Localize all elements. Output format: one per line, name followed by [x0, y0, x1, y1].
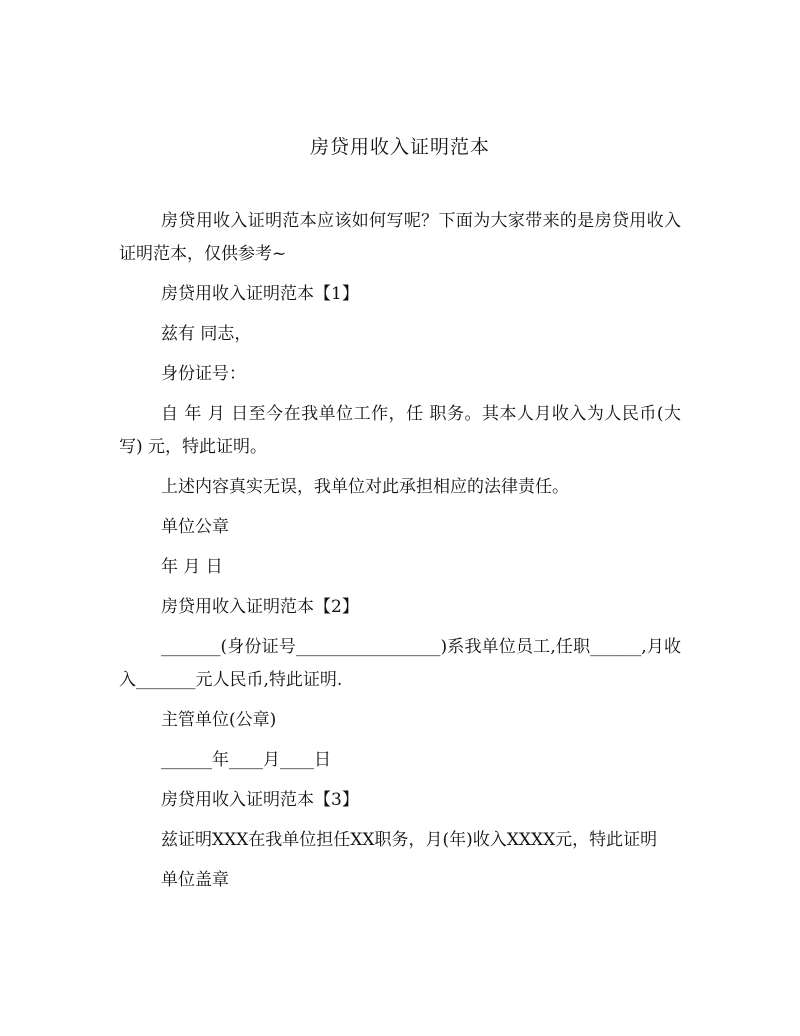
paragraph-employee-blanks: _______(身份证号_________________)系我单位员工,任职______,月收入_______元人民币,特此证明. [119, 637, 681, 690]
paragraph-unit-stamp: 单位盖章 [161, 870, 229, 890]
section-heading-1: 房贷用收入证明范本【1】 [161, 284, 359, 304]
paragraph-comrade: 兹有 同志， [161, 324, 252, 344]
document-body [119, 205, 681, 904]
paragraph-liability: 上述内容真实无误，我单位对此承担相应的法律责任。 [161, 477, 569, 497]
intro-paragraph: 房贷用收入证明范本应该如何写呢？下面为大家带来的是房贷用收入证明范本，仅供参考~ [119, 211, 681, 264]
paragraph-id-number: 身份证号： [161, 364, 246, 384]
paragraph-employment: 自 年 月 日至今在我单位工作，任 职务。其本人月收入为人民币(大写) 元，特此证明。 [119, 404, 681, 457]
paragraph-supervisor-seal: 主管单位(公章) [161, 710, 277, 730]
document-title: 房贷用收入证明范本 [309, 136, 490, 158]
section-heading-2: 房贷用收入证明范本【2】 [161, 597, 359, 617]
section-heading-3: 房贷用收入证明范本【3】 [161, 790, 359, 810]
paragraph-certify-position: 兹证明XXX在我单位担任XX职务，月(年)收入XXXX元，特此证明 [161, 830, 658, 850]
paragraph-date: 年 月 日 [161, 557, 223, 577]
paragraph-date-blanks: ______年____月____日 [161, 750, 331, 770]
paragraph-unit-seal: 单位公章 [161, 517, 229, 537]
